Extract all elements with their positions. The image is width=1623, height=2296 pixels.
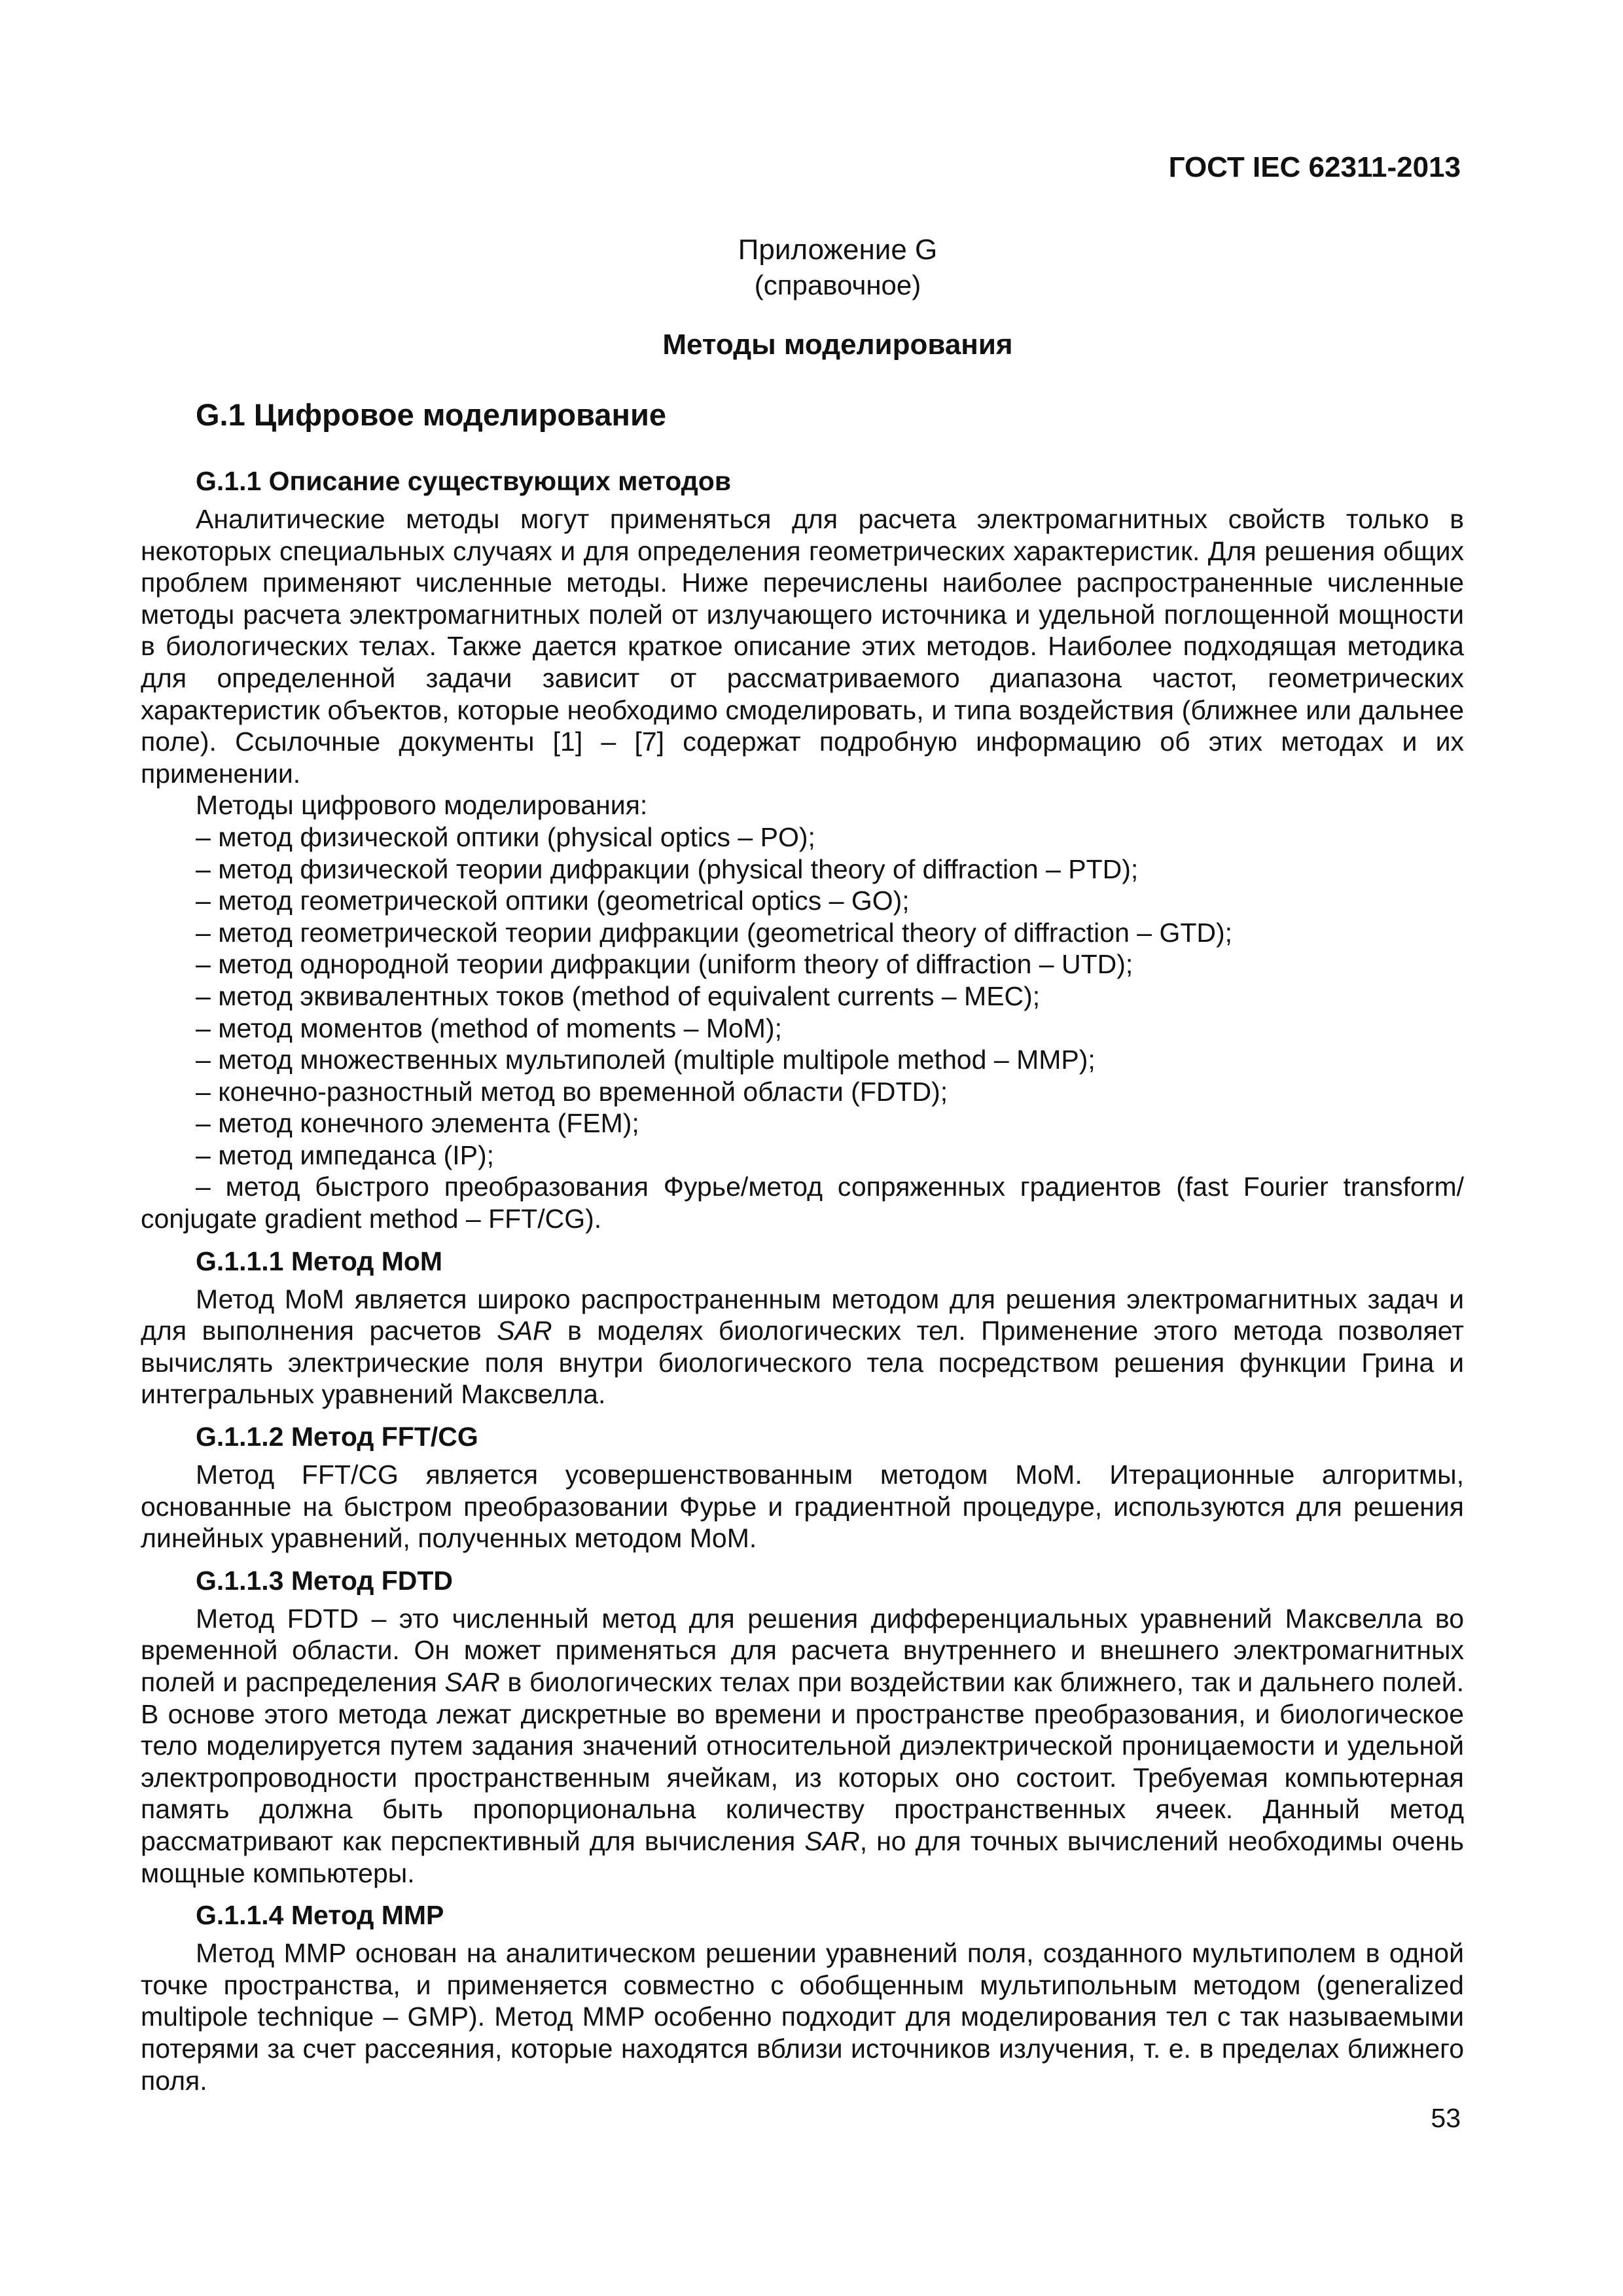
list-item: – метод физической теории дифракции (physical theory of diffraction – PTD);	[196, 853, 1139, 884]
paragraph-g112: Метод FFT/CG является усовершенствованным методом MoM. Итерационные алгоритмы, основанные на быстром преобразовании Фурье и градиентной процедуре, используются для решения линейных уравнений, полученных методом MoM.	[141, 1460, 1464, 1554]
subsection-heading-g113: G.1.1.3 Метод FDTD	[196, 1565, 454, 1596]
paragraph-g11: Аналитические методы могут применяться для расчета электромагнитных свойств только в некоторых специальных случаях и для определения геометрических характеристик. Для решения общих проблем применяют численные методы. Ниже перечислены наиболее распространенные численные методы расчета электромагнитных полей от излучающего источника и удельной поглощенной мощности в биологических телах. Также дается краткое описание этих методов. Наиболее подходящая методика для определенной задачи зависит от рассматриваемого диапазона частот, геометрических характеристик объектов, которые необходимо смоделировать, и типа воздействия (ближнее или дальнее поле). Ссылочные документы [1] – [7] содержат подробную информацию об этих методах и их применении.	[141, 504, 1464, 789]
subsection-heading-g112: G.1.1.2 Метод FFT/CG	[196, 1422, 478, 1452]
main-content	[141, 396, 1464, 2096]
list-item: – конечно-разностный метод во временной области (FDTD);	[196, 1076, 948, 1107]
paragraph-g111	[141, 1283, 1464, 1410]
list-item: – метод физической оптики (physical optics – PO);	[196, 821, 815, 852]
list-item: – метод импеданса (IP);	[196, 1139, 495, 1170]
subsection-heading-g111: G.1.1.1 Метод MoM	[196, 1246, 443, 1276]
paragraph-text: Метод MoM является широко распространенным методом для решения электромагнитных задач и для выполнения расчетов	[141, 1283, 1464, 1346]
paragraph-text: , но для точных вычислений необходимы очень мощные компьютеры.	[141, 1825, 1464, 1888]
list-item: – метод эквивалентных токов (method of equivalent currents – MEC);	[196, 980, 1041, 1011]
appendix-title-block	[0, 232, 1623, 303]
paragraph-g114: Метод MMP основан на аналитическом решении уравнений поля, созданного мультиполем в одной точке пространства, и применяется совместно с обобщенным мультипольным методом (generalized multipole technique – GMP). Метод MMP особенно подходит для моделирования тел с так называемыми потерями за счет рассеяния, которые находятся вблизи источников излучения, т. е. в пределах ближнего поля.	[141, 1938, 1464, 2096]
list-item: – метод моментов (method of moments – MoM);	[196, 1013, 782, 1043]
page-number: 53	[1431, 2103, 1461, 2133]
section-heading-g1: G.1 Цифровое моделирование	[196, 397, 666, 432]
paragraph-g113	[141, 1603, 1464, 1889]
subsection-heading-g114: G.1.1.4 Метод MMP	[196, 1900, 444, 1931]
paragraph-text: в моделях биологических тел. Применение этого метода позволяет вычислять электрические поля внутри биологического тела посредством решения функции Грина и интегральных уравнений Максвелла.	[141, 1316, 1464, 1410]
subsection-heading-g11: G.1.1 Описание существующих методов	[196, 466, 732, 496]
document-id-header: ГОСТ IEC 62311-2013	[1168, 151, 1461, 183]
list-item: – метод однородной теории дифракции (uniform theory of diffraction – UTD);	[196, 949, 1133, 980]
methods-list	[141, 821, 1464, 1235]
sar-term: SAR	[497, 1316, 552, 1346]
appendix-subtitle: (справочное)	[754, 270, 921, 300]
list-item: – метод геометрической теории дифракции (geometrical theory of diffraction – GTD);	[196, 917, 1233, 948]
list-intro: Методы цифрового моделирования:	[196, 790, 648, 821]
list-item: – метод быстрого преобразования Фурье/метод сопряженных градиентов (fast Fourier transform/ conjugate gradient method – FFT/CG).	[141, 1172, 1464, 1234]
appendix-heading: Методы моделирования	[662, 329, 1013, 361]
sar-term: SAR	[444, 1667, 500, 1697]
list-item: – метод множественных мультиполей (multiple multipole method – MMP);	[196, 1045, 1096, 1075]
paragraph-text: Метод FDTD – это численный метод для решения дифференциальных уравнений Максвелла во временной области. Он может применяться для расчета внутреннего и внешнего электромагнитных полей и распределения	[141, 1603, 1464, 1697]
paragraph-text: в биологических телах при воздействии как ближнего, так и дальнего полей. В основе этого метода лежат дискретные во времени и пространстве преобразования, и биологическое тело моделируется путем задания значений относительной диэлектрической проницаемости и удельной электропроводности пространственным ячейкам, из которых оно состоит. Требуемая компьютерная память должна быть пропорциональна количеству пространственных ячеек. Данный метод рассматривают как перспективный для вычисления	[141, 1667, 1465, 1856]
appendix-title: Приложение G	[738, 234, 938, 266]
sar-term: SAR	[804, 1825, 860, 1856]
list-item: – метод конечного элемента (FEM);	[196, 1108, 639, 1139]
list-item: – метод геометрической оптики (geometrical optics – GO);	[196, 886, 910, 916]
